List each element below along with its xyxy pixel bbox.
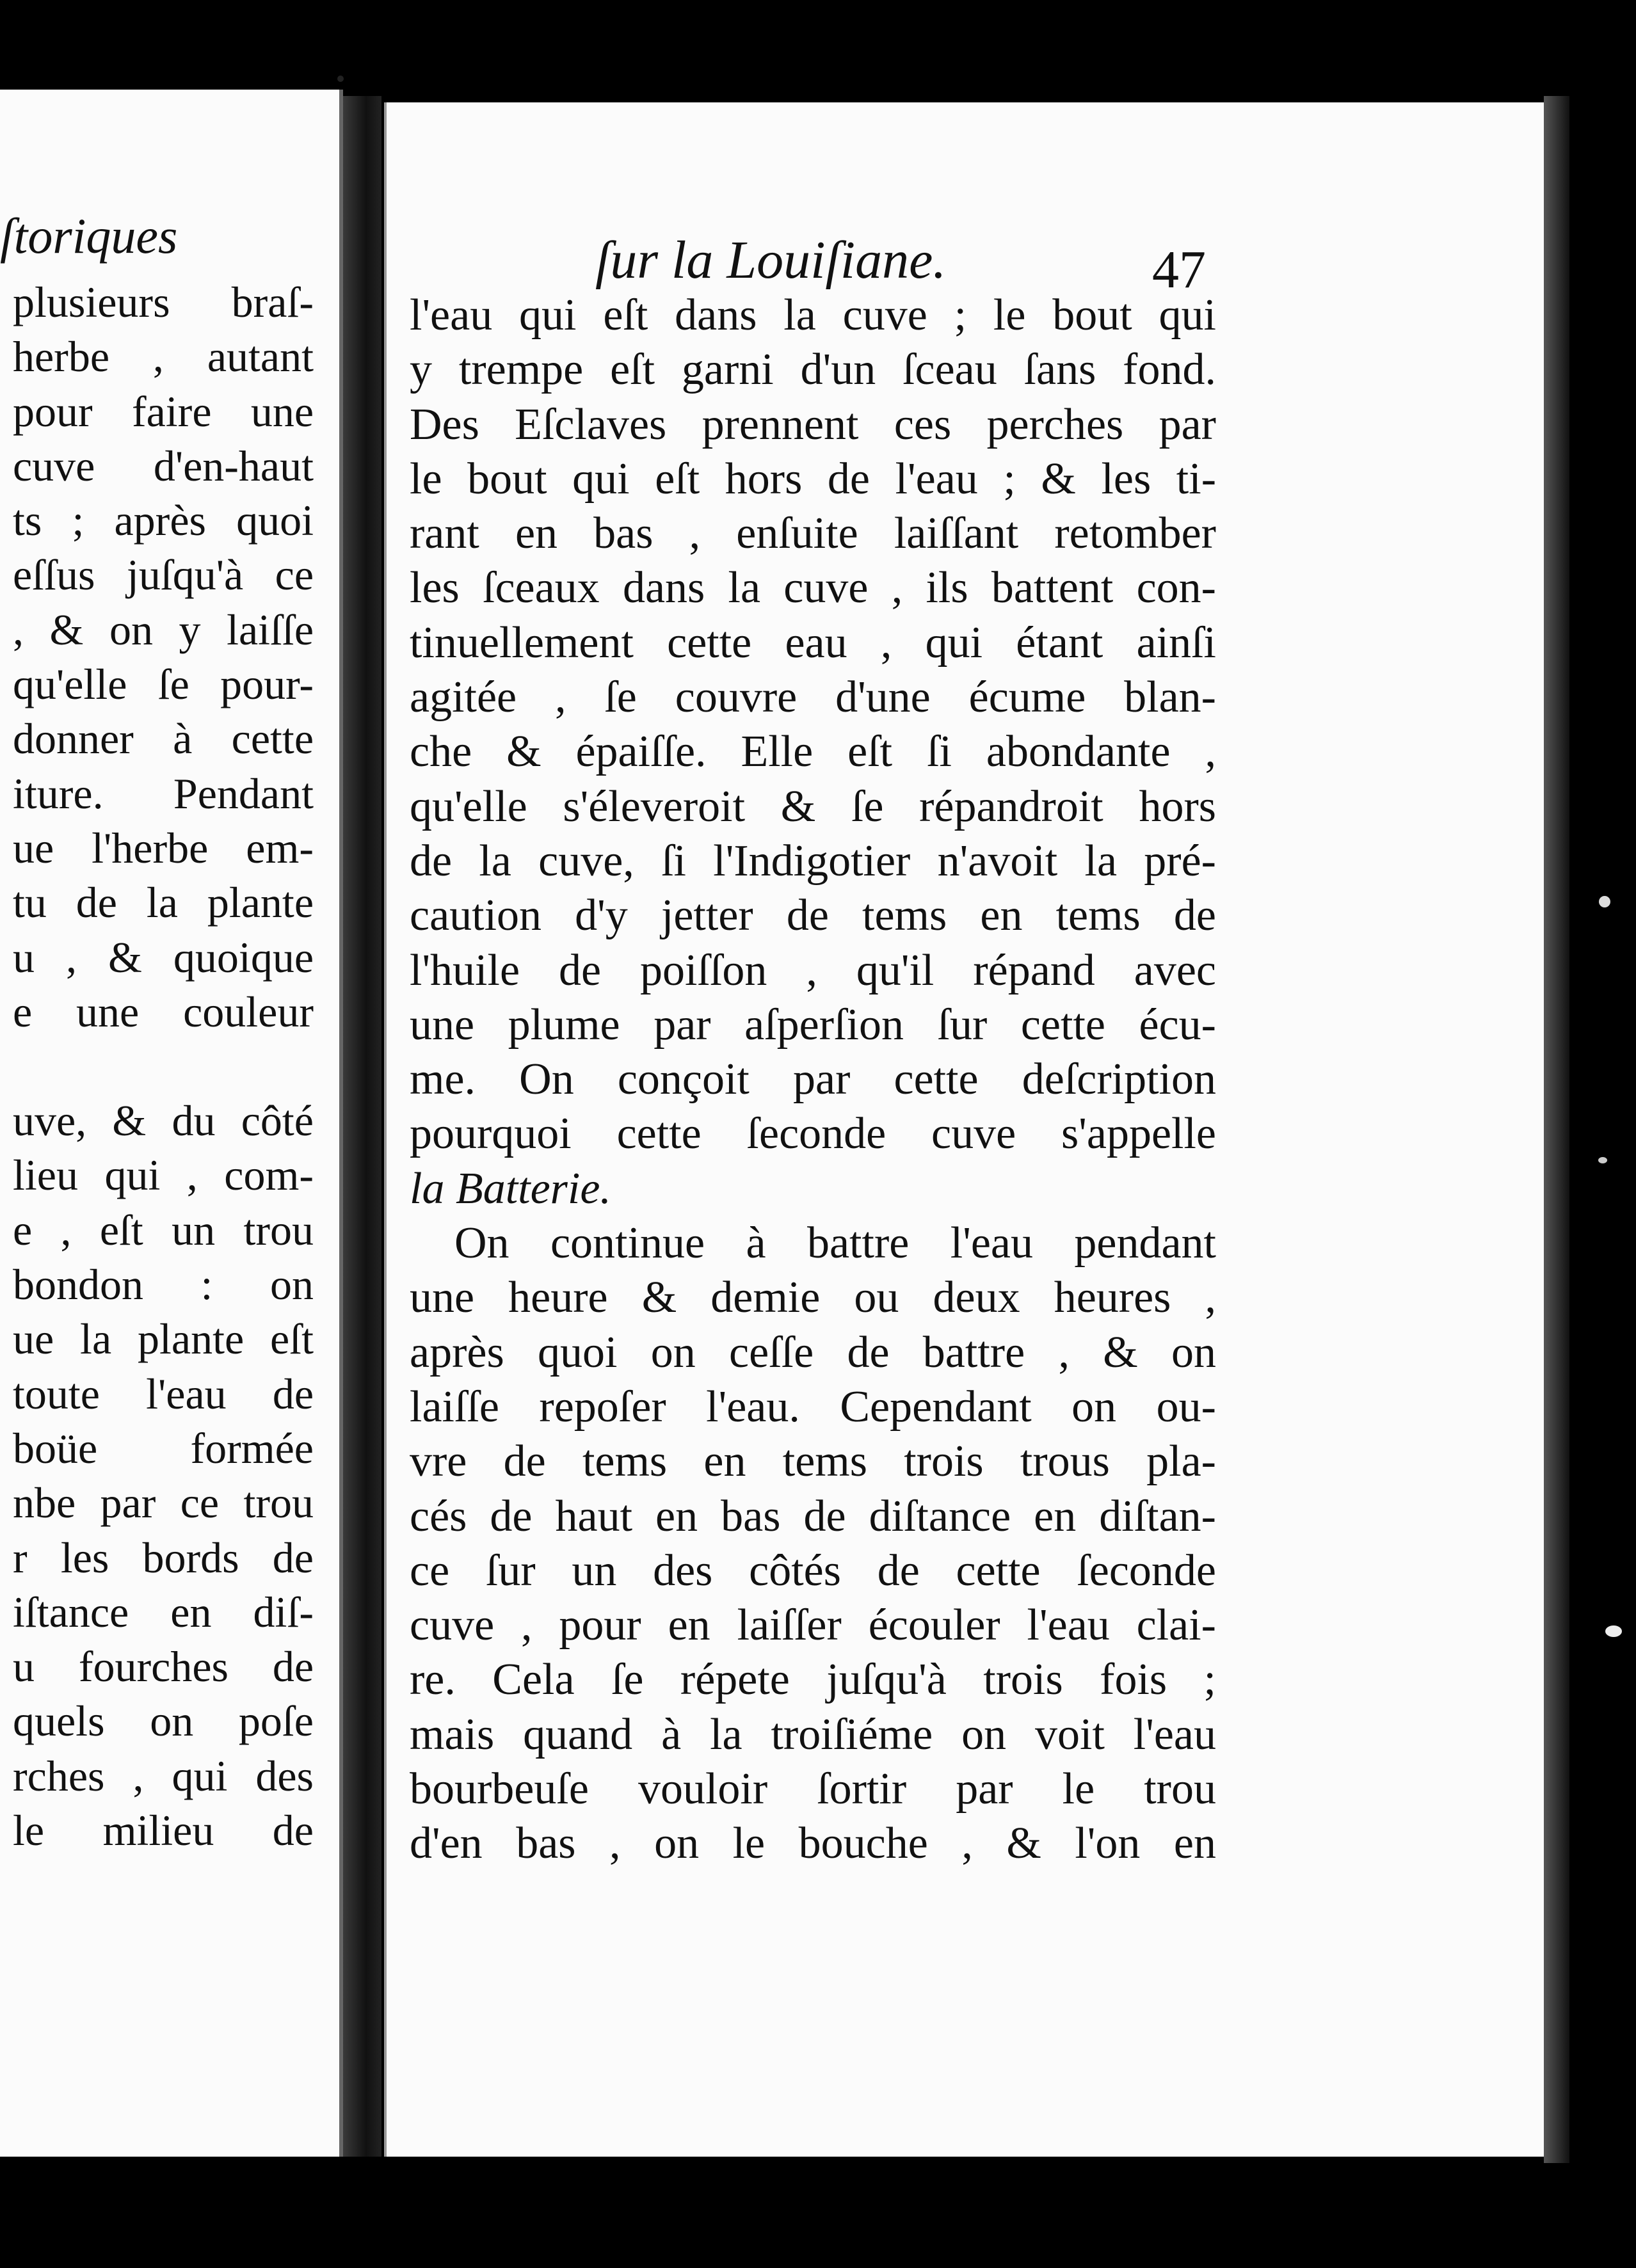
left-text-line: herbe , autant <box>13 332 314 381</box>
body-text-line: caution d'y jetter de tems en tems de <box>410 891 1216 941</box>
left-text-line: qu'elle ſe pour- <box>13 660 314 709</box>
page-number: 47 <box>1152 240 1206 299</box>
italic-term: la Batterie. <box>410 1163 611 1213</box>
left-text-line: lieu qui , com- <box>13 1151 314 1200</box>
body-text-line: vre de tems en tems trois trous pla- <box>410 1437 1216 1487</box>
left-text-line: , & on y laiſſe <box>13 605 314 654</box>
book-gutter <box>343 96 381 2157</box>
left-text-line: boüe formée <box>13 1423 314 1473</box>
left-text-line: u fourches de <box>13 1642 314 1691</box>
body-text-line: y trempe eſt garni d'un ſceau ſans fond. <box>410 345 1216 395</box>
body-text-line: laiſſe repoſer l'eau. Cependant on ou- <box>410 1382 1216 1432</box>
left-text-line <box>13 1039 314 1094</box>
left-text-line: pour faire une <box>13 387 314 436</box>
body-text-line: On continue à battre l'eau pendant <box>454 1218 1216 1268</box>
body-text-line: che & épaiſſe. Elle eſt ſi abondante , <box>410 727 1216 777</box>
body-text-line: tinuellement cette eau , qui étant ainſi <box>410 618 1216 667</box>
body-text-line: d'en bas , on le bouche , & l'on en <box>410 1819 1216 1869</box>
left-text-line: quels on poſe <box>13 1697 314 1746</box>
dust-speck <box>337 76 344 82</box>
left-text-line: iſtance en diſ- <box>13 1587 314 1636</box>
left-text-line: plusieurs braſ- <box>13 278 314 326</box>
body-text-line: re. Cela ſe répete juſqu'à trois fois ; <box>410 1655 1216 1705</box>
left-text-line: cuve d'en-haut <box>13 441 314 490</box>
left-text-line: toute l'eau de <box>13 1369 314 1418</box>
body-text-line: le bout qui eſt hors de l'eau ; & les ti- <box>410 454 1216 504</box>
body-text-line: de la cuve, ſi l'Indigotier n'avoit la pré- <box>410 836 1216 886</box>
left-text-line: ts ; après quoi <box>13 496 314 545</box>
left-text-line: le milieu de <box>13 1806 314 1855</box>
body-text-line: mais quand à la troiſiéme on voit l'eau <box>410 1709 1216 1759</box>
left-text-line: iture. Pendant <box>13 769 314 818</box>
left-text-line: rches , qui des <box>13 1751 314 1800</box>
body-text-line: agitée , ſe couvre d'une écume blan- <box>410 673 1216 723</box>
left-text-line: tu de la plante <box>13 878 314 927</box>
body-text-line: cés de haut en bas de diſtance en diſtan- <box>410 1491 1216 1541</box>
left-text-line: ue l'herbe em- <box>13 823 314 872</box>
left-text-line: eſſus juſqu'à ce <box>13 550 314 600</box>
left-text-line: uve, & du côté <box>13 1096 314 1146</box>
right-page-text <box>410 288 1216 1871</box>
left-text-line: r les bords de <box>13 1533 314 1582</box>
body-text-line: les ſceaux dans la cuve , ils battent con- <box>410 563 1216 613</box>
left-page-text <box>13 275 314 1858</box>
body-text-line: me. On conçoit par cette deſcription <box>410 1055 1216 1105</box>
body-text-line: l'eau qui eſt dans la cuve ; le bout qui <box>410 291 1216 340</box>
body-text-line: Des Eſclaves prennent ces perches par <box>410 399 1216 449</box>
left-text-line: donner à cette <box>13 714 314 763</box>
body-text-line: cuve , pour en laiſſer écouler l'eau clai- <box>410 1601 1216 1650</box>
body-text-line: une plume par aſperſion ſur cette écu- <box>410 1000 1216 1050</box>
body-text-line: rant en bas , enſuite laiſſant retomber <box>410 509 1216 559</box>
dust-speck <box>1605 1625 1622 1637</box>
left-text-line: e une couleur <box>13 987 314 1036</box>
left-running-head: ſtoriques <box>0 208 178 264</box>
left-text-line: e , eſt un trou <box>13 1205 314 1254</box>
running-head: ſur la Louiſiane. <box>595 230 947 290</box>
left-text-line: ue la plante eſt <box>13 1314 314 1364</box>
body-text-line: l'huile de poiſſon , qu'il répand avec <box>410 945 1216 995</box>
left-text-line: u , & quoique <box>13 932 314 982</box>
body-text-line: bourbeuſe vouloir ſortir par le trou <box>410 1764 1216 1814</box>
body-text-line: une heure & demie ou deux heures , <box>410 1273 1216 1323</box>
body-text-line: qu'elle s'éleveroit & ſe répandroit hors <box>410 781 1216 831</box>
body-text-line-italic <box>410 1162 1216 1216</box>
dust-speck <box>1599 896 1610 907</box>
body-text-line: après quoi on ceſſe de battre , & on <box>410 1327 1216 1377</box>
body-text-line: pourquoi cette ſeconde cuve s'appelle <box>410 1109 1216 1159</box>
page-edge <box>1544 96 1569 2163</box>
body-text-line: ce ſur un des côtés de cette ſeconde <box>410 1545 1216 1595</box>
dust-speck <box>1598 1157 1607 1163</box>
left-text-line: bondon : on <box>13 1260 314 1309</box>
left-text-line: nbe par ce trou <box>13 1478 314 1528</box>
